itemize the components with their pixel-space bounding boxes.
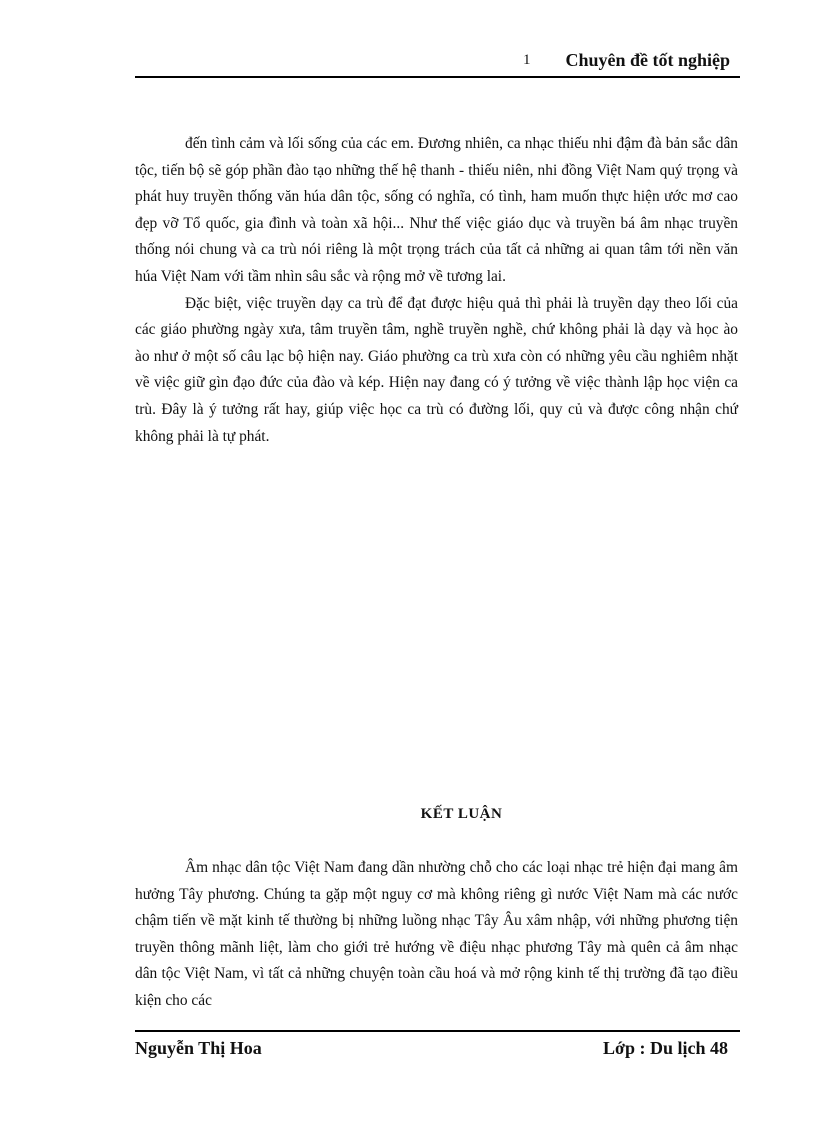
page-footer — [135, 1030, 740, 1072]
page-header — [135, 48, 740, 78]
page-number: 1 — [523, 52, 531, 68]
footer-class: Lớp : Du lịch 48 — [603, 1038, 728, 1058]
paragraph: đến tình cảm và lối sống của các em. Đương nhiên, ca nhạc thiếu nhi đậm đà bản sắc dân tộc, tiến bộ sẽ góp phần đào tạo những thế hệ thanh - thiếu niên, nhi đồng Việt Nam quý trọng và phát huy truyền thống văn húa dân tộc, sống có nghĩa, có tình, ham muốn thực hiện ước mơ cao đẹp vỡ Tổ quốc, gia đình và toàn xã hội... Như thế việc giáo dục và truyền bá âm nhạc truyền thống nói chung và ca trù nói riêng là một trọng trách của tất cả những ai quan tâm tới nền văn húa Việt Nam với tầm nhìn sâu sắc và rộng mở về tương lai. — [135, 135, 738, 285]
footer-author: Nguyễn Thị Hoa — [135, 1038, 262, 1058]
body-text-conclusion — [135, 855, 738, 1015]
header-title: Chuyên đề tốt nghiệp — [565, 50, 730, 70]
body-text-top — [135, 131, 738, 450]
paragraph: Đặc biệt, việc truyền dạy ca trù để đạt được hiệu quả thì phải là truyền dạy theo lối của các giáo phường ngày xưa, tâm truyền tâm, nghề truyền nghề, chứ không phải là dạy và học ào ào như ở một số câu lạc bộ hiện nay. Giáo phường ca trù xưa còn có những yêu cầu nghiêm nhặt về việc giữ gìn đạo đức của đào và kép. Hiện nay đang có ý tưởng về việc thành lập học viện ca trù. Đây là ý tưởng rất hay, giúp việc học ca trù có đường lối, quy củ và được công nhận chứ không phải là tự phát. — [135, 294, 738, 445]
paragraph: Âm nhạc dân tộc Việt Nam đang dần nhường chỗ cho các loại nhạc trẻ hiện đại mang âm hưởng Tây phương. Chúng ta gặp một nguy cơ mà không riêng gì nước Việt Nam mà các nước chậm tiến về mặt kinh tế thường bị những luồng nhạc Tây Âu xâm nhập, với những phương tiện truyền thông mãnh liệt, làm cho giới trẻ hướng về điệu nhạc phương Tây mà quên cả âm nhạc dân tộc Việt Nam, vì tất cả những chuyện toàn cầu hoá và mở rộng kinh tế thị trường đã tạo điều kiện cho các — [135, 859, 738, 1009]
section-heading: KẾT LUẬN — [420, 806, 503, 822]
